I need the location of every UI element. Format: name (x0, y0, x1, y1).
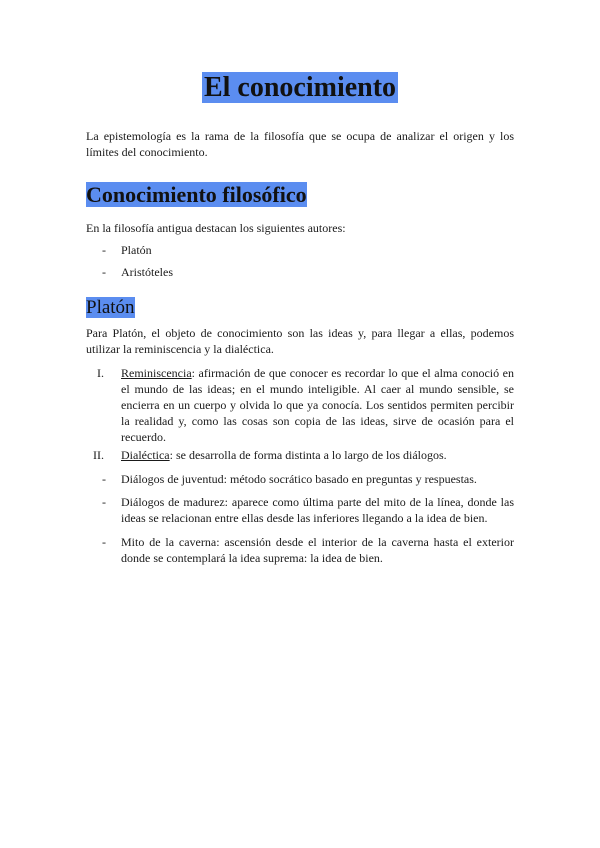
definition-text: : afirmación de que conocer es recordar lo que el alma conoció en el mundo de las ideas; en el mundo inteligible. Al caer al mundo sensible, se encierra en un cuerpo y olvida lo que ya conocía. Los sentidos permiten percibir la realidad y, como las cosas son copia de las ideas, sirve de ocasión para el recuerdo. (121, 366, 514, 444)
term-dialectica: Dialéctica (121, 448, 170, 462)
section-heading-text: Platón (86, 297, 135, 318)
list-item-reminiscencia (121, 365, 514, 445)
title-text: El conocimiento (203, 72, 397, 103)
subitem-dialogos-madurez: Diálogos de madurez: aparece como última parte del mito de la línea, donde las ideas se relacionan entre ellas desde las inferiores llegando a la idea de bien. (121, 495, 514, 525)
list-dash: - (102, 265, 106, 279)
list-dash: - (102, 472, 106, 486)
section2-lead: Para Platón, el objeto de conocimiento son las ideas y, para llegar a ellas, podemos utilizar la reminiscencia y la dialéctica. (86, 326, 514, 356)
author-item-aristoteles: Aristóteles (121, 265, 173, 279)
list-dash: - (102, 535, 106, 549)
list-item-dialectica (121, 447, 514, 463)
section-heading-conocimiento-filosofico (86, 181, 307, 209)
term-reminiscencia: Reminiscencia (121, 366, 192, 380)
list-numeral: II. (93, 448, 104, 462)
list-dash: - (102, 495, 106, 509)
definition-text: : se desarrolla de forma distinta a lo largo de los diálogos. (169, 448, 447, 462)
section-heading-text: Conocimiento filosófico (86, 182, 307, 207)
subitem-mito-caverna: Mito de la caverna: ascensión desde el interior de la caverna hasta el exterior donde se contemplará la idea suprema: la idea de bien. (121, 535, 514, 565)
list-dash: - (102, 243, 106, 257)
list-numeral: I. (97, 366, 104, 380)
subitem-dialogos-juventud: Diálogos de juventud: método socrático basado en preguntas y respuestas. (121, 472, 477, 486)
section-heading-platon (86, 296, 135, 320)
author-item-platon: Platón (121, 243, 152, 257)
section1-lead: En la filosofía antigua destacan los siguientes autores: (86, 221, 346, 235)
document-title (0, 70, 600, 106)
intro-paragraph: La epistemología es la rama de la filosofía que se ocupa de analizar el origen y los límites del conocimiento. (86, 129, 514, 159)
